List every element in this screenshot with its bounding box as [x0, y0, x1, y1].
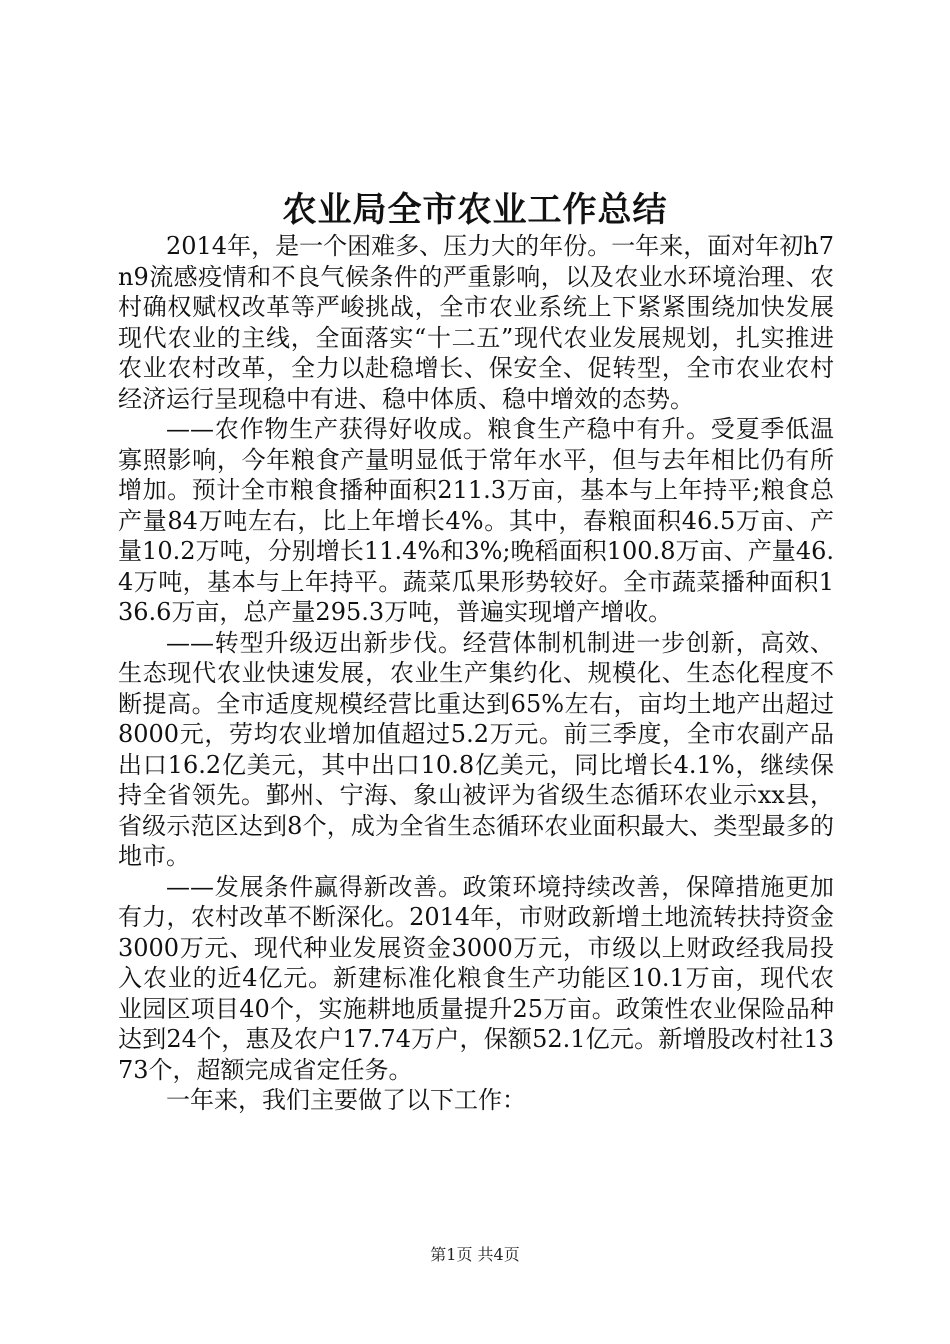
page-number-footer: 第1页 共4页 [430, 1245, 520, 1264]
document-title: 农业局全市农业工作总结 [282, 190, 668, 230]
document-body [118, 231, 834, 1116]
paragraph-conditions: ——发展条件赢得新改善。政策环境持续改善，保障措施更加有力，农村改革不断深化。2014年，市财政新增土地流转扶持资金3000万元、现代种业发展资金3000万元，市级以上财政经我局投入农业的近4亿元。新建标准化粮食生产功能区10.1万亩，现代农业园区项目40个，实施耕地质量提升25万亩。政策性农业保险品种达到24个，惠及农户17.74万户，保额52.1亿元。新增股改村社1373个，超额完成省定任务。 [118, 872, 834, 1084]
paragraph-intro: 2014年，是一个困难多、压力大的年份。一年来，面对年初h7n9流感疫情和不良气候条件的严重影响，以及农业水环境治理、农村确权赋权改革等严峻挑战，全市农业系统上下紧紧围绕加快发展现代农业的主线，全面落实“十二五”现代农业发展规划，扎实推进农业农村改革，全力以赴稳增长、保安全、促转型，全市农业农村经济运行呈现稳中有进、稳中体质、稳中增效的态势。 [118, 232, 834, 413]
paragraph-work-intro: 一年来，我们主要做了以下工作： [166, 1086, 526, 1114]
paragraph-transformation: ——转型升级迈出新步伐。经营体制机制进一步创新，高效、生态现代农业快速发展，农业生产集约化、规模化、生态化程度不断提高。全市适度规模经营比重达到65%左右，亩均土地产出超过8000元，劳均农业增加值超过5.2万元。前三季度，全市农副产品出口16.2亿美元，其中出口10.8亿美元，同比增长4.1%，继续保持全省领先。鄞州、宁海、象山被评为省级生态循环农业示xx县，省级示范区达到8个，成为全省生态循环农业面积最大、类型最多的地市。 [118, 628, 834, 870]
paragraph-crop-production: ——农作物生产获得好收成。粮食生产稳中有升。受夏季低温寡照影响，今年粮食产量明显低于常年水平，但与去年相比仍有所增加。预计全市粮食播种面积211.3万亩，基本与上年持平;粮食总产量84万吨左右，比上年增长4%。其中，春粮面积46.5万亩、产量10.2万吨，分别增长11.4%和3%;晚稻面积100.8万亩、产量46.4万吨，基本与上年持平。蔬菜瓜果形势较好。全市蔬菜播种面积136.6万亩，总产量295.3万吨，普遍实现增产增收。 [118, 415, 834, 626]
